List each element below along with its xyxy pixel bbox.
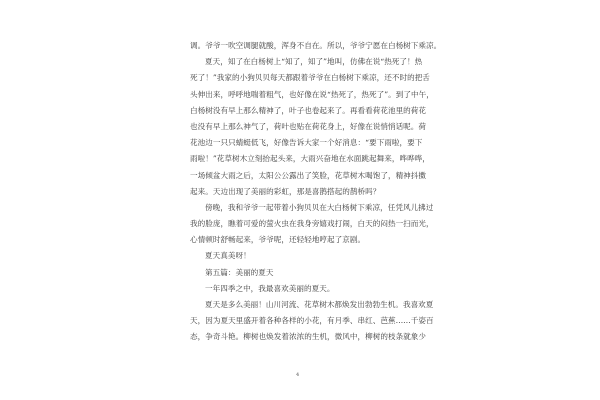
text-line: 调。爷爷一吹空调腿就酸，浑身不自在。所以，爷爷宁愿在白杨树下乘凉。 <box>190 41 442 50</box>
paragraph-start: 夏天是多么美丽！山川河流、花草树木都焕发出勃勃生机。我喜欢夏 <box>205 300 434 309</box>
text-line: 也没有早上那么神气了，荷叶也贴在荷花身上，好像在说悄悄话呢。荷 <box>190 121 427 131</box>
paragraph-start: 夏天，知了在白杨树上“知了，知了”地叫，仿佛在说“热死了！热 <box>205 57 423 67</box>
closing-line: 夏天真美呀！ <box>205 251 251 261</box>
section-heading: 第五篇：美丽的夏天 <box>205 267 274 277</box>
paragraph-start: 傍晚，我和爷爷一起带着小狗贝贝在大白杨树下乘凉，任凭风儿拂过 <box>205 202 434 212</box>
text-line: 心情顿时舒畅起来，爷爷呢，还轻轻地哼起了京剧。 <box>190 235 366 245</box>
text-line: 我的脸庞，瞧着可爱的萤火虫在我身旁嬉戏打闹，白天的闷热一扫而光， <box>190 219 434 229</box>
body-text <box>190 38 442 346</box>
text-line: 死了！”我家的小狗贝贝每天都跟着爷爷在白杨树下乘凉，还不时的把舌 <box>190 73 430 83</box>
text-line: 雨啦！”花草树木立刻抬起头来，大雨兴奋地在水面跳起舞来，哗哗哗， <box>190 154 430 164</box>
page-number: 4 <box>296 372 300 378</box>
text-line: 态，争奇斗艳。柳树也焕发着浓浓的生机，微风中，柳树的枝条就象少 <box>190 332 427 342</box>
paragraph-start: 一年四季之中，我最喜欢美丽的夏天。 <box>205 283 335 293</box>
text-line: 一场倾盆大雨之后，太阳公公露出了笑脸，花草树木喝饱了，精神抖擞 <box>190 170 427 180</box>
text-line: 天，因为夏天里盛开着各种各样的小花，有月季、串红、芭蕉……千姿百 <box>190 316 434 326</box>
text-line: 花池边一只只蜻蜓低飞，好像告诉大家一个好消息：“要下雨啦，要下 <box>190 138 423 148</box>
text-line: 白杨树没有早上那么精神了，叶子也卷起来了。再看看荷花池里的荷花 <box>190 105 427 115</box>
text-line: 起来。天边出现了美丽的彩虹，那是喜鹊搭起的鹊桥吗？ <box>190 186 381 196</box>
text-line: 头伸出来，呼呼地喘着粗气，也好像在说“热死了，热死了”。到了中午， <box>190 89 434 99</box>
